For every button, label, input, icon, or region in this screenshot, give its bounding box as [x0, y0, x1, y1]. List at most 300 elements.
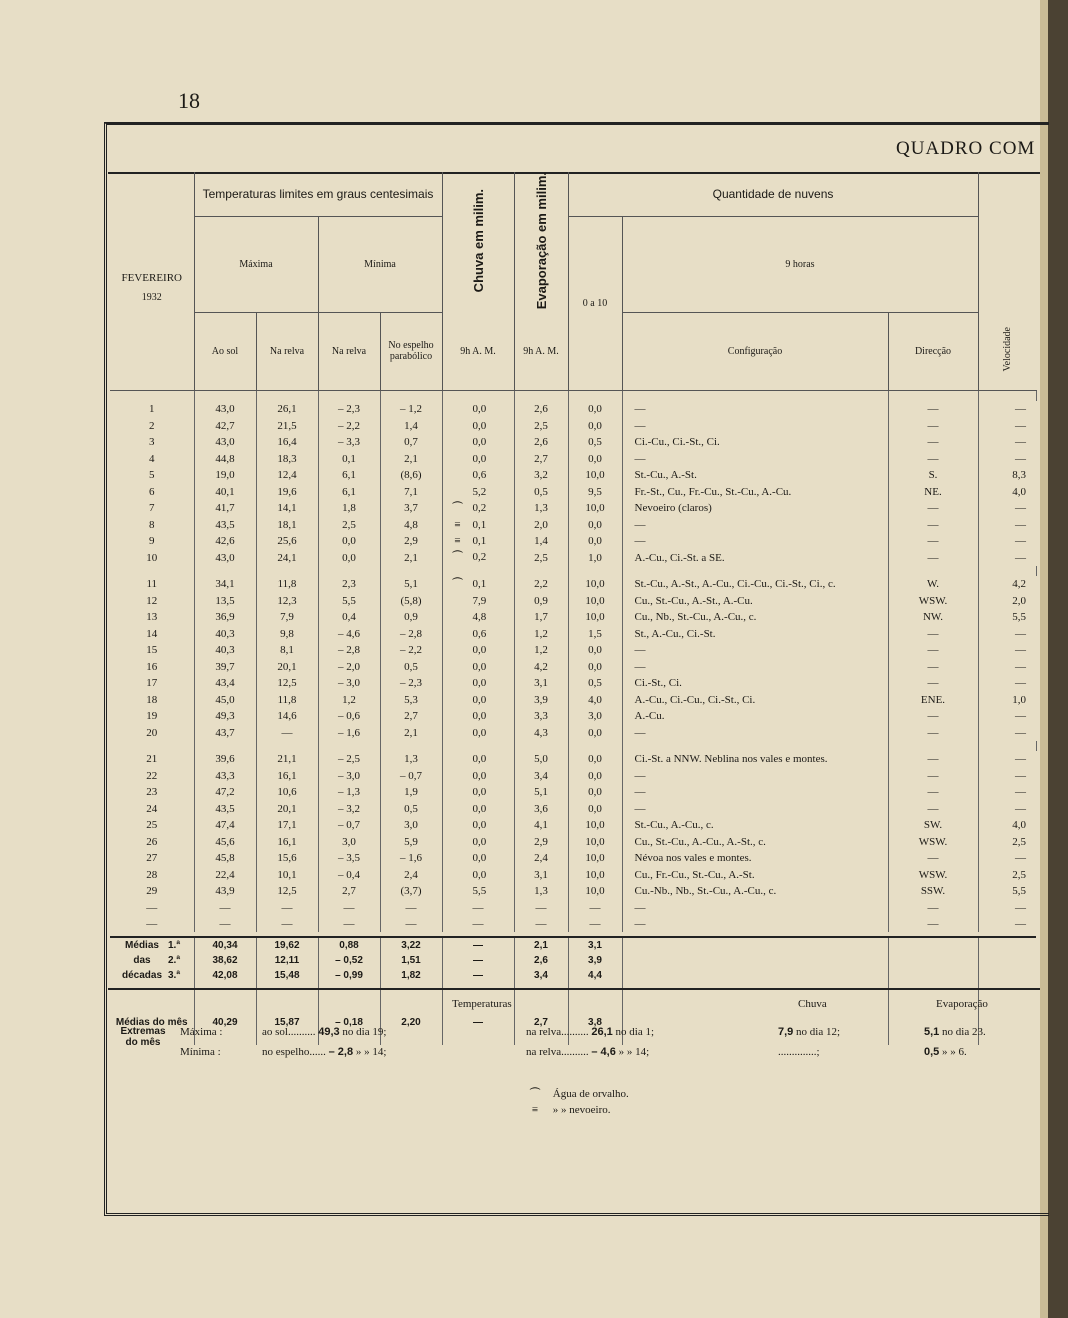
min-espelho-cell: 2,9	[380, 533, 442, 550]
config-cell: A.-Cu.	[622, 708, 888, 725]
chuva-cell	[442, 625, 514, 642]
max-relva: na relva.......... 26,1 no dia 1;	[526, 1026, 655, 1038]
chuva-value: 0,2	[472, 551, 487, 564]
max-sol: ao sol.......... 49,3 no dia 19;	[262, 1026, 387, 1038]
velocidade-cell: —	[1015, 627, 1026, 640]
day-cell: 23	[110, 784, 194, 801]
max-relva-cell: 18,3	[256, 450, 318, 467]
nuvens-cell: 9,5	[568, 483, 622, 500]
nuvens-cell: 0,0	[568, 533, 622, 550]
config-cell: Ci.-Cu., Ci.-St., Ci.	[622, 434, 888, 451]
direccao-cell: —	[888, 642, 978, 659]
chuva-cell	[442, 691, 514, 708]
velocidade-cell: —	[1015, 901, 1026, 914]
min-relva-cell: – 0,4	[318, 866, 380, 883]
table-row	[110, 883, 1036, 900]
avg-s-cell: 42,08	[194, 968, 256, 983]
chuva-cell	[442, 800, 514, 817]
month-c-cell: —	[442, 1015, 514, 1030]
direccao-cell: —	[888, 549, 978, 566]
velocidade-cell: —	[1015, 852, 1026, 865]
table-row	[110, 533, 1036, 550]
legend-orvalho: ⏜ Água de orvalho.	[520, 1088, 629, 1101]
chuva-cell	[442, 724, 514, 741]
chuva-value: 0,0	[472, 852, 487, 865]
direccao-cell: ENE.	[888, 691, 978, 708]
velocidade-cell: —	[1015, 551, 1026, 564]
evap-cell: 2,5	[514, 549, 568, 566]
velocidade-cell: —	[1015, 726, 1026, 739]
max-sol-cell: 47,2	[194, 784, 256, 801]
min-chuva: ..............;	[778, 1046, 820, 1058]
day-cell: 10	[110, 549, 194, 566]
avg-c-cell: —	[442, 937, 514, 953]
config-cell: —	[622, 658, 888, 675]
nuvens-cell: 0,0	[568, 450, 622, 467]
nuvens-cell: 0,0	[568, 658, 622, 675]
min-relva-cell: 0,1	[318, 450, 380, 467]
max-relva-cell: 25,6	[256, 533, 318, 550]
chuva-value: 0,0	[472, 693, 487, 706]
evap-cell: 3,3	[514, 708, 568, 725]
evap-cell: 5,1	[514, 784, 568, 801]
chuva-value: 0,0	[472, 786, 487, 799]
evap-cell: 2,6	[514, 434, 568, 451]
max-relva-cell: 15,6	[256, 850, 318, 867]
chuva-value: 0,0	[472, 819, 487, 832]
min-espelho-cell: 0,9	[380, 609, 442, 626]
evap-cell: 3,6	[514, 800, 568, 817]
direccao-cell: —	[888, 401, 978, 418]
day-cell: —	[110, 916, 194, 933]
max-relva-cell: 8,1	[256, 642, 318, 659]
month-r-cell: 15,87	[256, 1015, 318, 1030]
day-cell: 3	[110, 434, 194, 451]
config-cell: —	[622, 724, 888, 741]
velocidade-cell: 4,0	[1012, 819, 1026, 832]
evap-cell: —	[514, 916, 568, 933]
config-cell: Fr.-St., Cu., Fr.-Cu., St.-Cu., A.-Cu.	[622, 483, 888, 500]
chuva-time: 9h A. M.	[442, 312, 514, 390]
min-espelho-cell: 2,1	[380, 724, 442, 741]
table-row	[110, 817, 1036, 834]
day-cell: 9	[110, 533, 194, 550]
min-relva-cell: – 3,0	[318, 767, 380, 784]
min-relva-cell: 0,4	[318, 609, 380, 626]
min-relva-cell: – 3,3	[318, 434, 380, 451]
ext-chuva-header: Chuva	[798, 998, 827, 1010]
nuvens-cell: 0,0	[568, 751, 622, 768]
chuva-value: 0,0	[472, 660, 487, 673]
day-cell: 19	[110, 708, 194, 725]
chuva-value: 0,0	[472, 868, 487, 881]
min-espelho-cell: 2,1	[380, 549, 442, 566]
weather-symbol-icon: ⏜	[452, 551, 463, 564]
table-row	[110, 450, 1036, 467]
day-cell: 22	[110, 767, 194, 784]
direccao-cell: —	[888, 434, 978, 451]
avg-me-cell: 3,22	[380, 937, 442, 953]
min-espelho-cell: 2,4	[380, 866, 442, 883]
nuvens-cell: 0,0	[568, 642, 622, 659]
month-header: FEVEREIRO 1932	[110, 172, 194, 390]
min-espelho-cell: – 0,7	[380, 767, 442, 784]
chuva-value: 0,6	[472, 627, 487, 640]
velocidade-cell: —	[1015, 710, 1026, 723]
page-number: 18	[178, 88, 200, 113]
min-espelho-cell: —	[380, 916, 442, 933]
table-row	[110, 691, 1036, 708]
evap-cell: 1,3	[514, 883, 568, 900]
direccao-cell: —	[888, 625, 978, 642]
max-sol-cell: 43,5	[194, 516, 256, 533]
month-n-cell: 3,8	[568, 1015, 622, 1030]
chuva-value: —	[472, 901, 484, 914]
day-cell: 17	[110, 675, 194, 692]
evap-cell: 3,1	[514, 675, 568, 692]
chuva-cell	[442, 642, 514, 659]
direccao-header: Direcção	[888, 312, 978, 390]
max-relva-cell: 20,1	[256, 800, 318, 817]
max-relva-cell: 17,1	[256, 817, 318, 834]
chuva-value: 0,0	[472, 677, 487, 690]
min-relva-cell: 1,8	[318, 500, 380, 517]
direccao-cell: —	[888, 533, 978, 550]
min-relva-cell: 5,5	[318, 592, 380, 609]
max-relva-cell: 12,5	[256, 883, 318, 900]
nuvens-cell: 10,0	[568, 500, 622, 517]
chuva-value: 0,0	[472, 802, 487, 815]
temp-group-header: Temperaturas limites em graus centesimais	[194, 172, 442, 216]
min-relva-cell: 1,2	[318, 691, 380, 708]
avg-me-cell: 1,82	[380, 968, 442, 983]
evap-cell: —	[514, 899, 568, 916]
day-cell: 5	[110, 467, 194, 484]
avg-e-cell: 2,1	[514, 937, 568, 953]
ext-temp-header: Temperaturas	[452, 998, 512, 1010]
table-row	[110, 642, 1036, 659]
max-header: Máxima	[194, 216, 318, 312]
day-cell: 15	[110, 642, 194, 659]
min-evap: 0,5 » » 6.	[924, 1046, 967, 1058]
nuvens-cell: 0,0	[568, 767, 622, 784]
max-sol-cell: 49,3	[194, 708, 256, 725]
min-espelho-cell: 5,9	[380, 833, 442, 850]
max-sol-cell: 41,7	[194, 500, 256, 517]
min-relva-cell: —	[318, 916, 380, 933]
table-row	[110, 500, 1036, 517]
table-row	[110, 708, 1036, 725]
velocidade-cell: 5,5	[1012, 611, 1026, 624]
min-espelho-cell: 3,7	[380, 500, 442, 517]
chuva-value: 0,1	[472, 518, 487, 531]
max-relva-cell: 12,4	[256, 467, 318, 484]
table-row	[110, 833, 1036, 850]
max-relva-cell: 14,6	[256, 708, 318, 725]
nuvens-cell: 10,0	[568, 592, 622, 609]
min-espelho-cell: – 2,8	[380, 625, 442, 642]
config-cell: St.-Cu., A.-St.	[622, 467, 888, 484]
config-cell: Cu., St.-Cu., A.-St., A.-Cu.	[622, 592, 888, 609]
direccao-cell: —	[888, 751, 978, 768]
direccao-cell: NW.	[888, 609, 978, 626]
min-relva-cell: 0,0	[318, 549, 380, 566]
direccao-cell: —	[888, 675, 978, 692]
day-cell: 28	[110, 866, 194, 883]
table-row	[110, 592, 1036, 609]
max-relva-cell: —	[256, 916, 318, 933]
day-cell: 7	[110, 500, 194, 517]
nuvens-cell: 4,0	[568, 691, 622, 708]
velocidade-cell: —	[1015, 518, 1026, 531]
velocidade-cell: 4,2	[1012, 578, 1026, 591]
table-row	[110, 899, 1036, 916]
evap-header: Evaporação em milim.	[514, 172, 568, 312]
direccao-cell: WSW.	[888, 866, 978, 883]
chuva-cell	[442, 467, 514, 484]
min-espelho-cell: (5,8)	[380, 592, 442, 609]
min-relva-cell: – 1,6	[318, 724, 380, 741]
min-espelho-cell: 0,7	[380, 434, 442, 451]
max-relva-cell: 16,4	[256, 434, 318, 451]
nuvens-cell: 10,0	[568, 467, 622, 484]
avg-n-cell: 4,4	[568, 968, 622, 983]
table-row	[110, 609, 1036, 626]
chuva-cell	[442, 899, 514, 916]
velocidade-cell: —	[1015, 918, 1026, 931]
chuva-cell	[442, 576, 514, 593]
max-relva-cell: —	[256, 724, 318, 741]
max-relva-cell: 14,1	[256, 500, 318, 517]
evap-cell: 4,3	[514, 724, 568, 741]
velocidade-cell: 2,5	[1012, 868, 1026, 881]
config-cell: Ci.-St. a NNW. Neblina nos vales e montes.	[622, 751, 888, 768]
chuva-cell	[442, 708, 514, 725]
extremes-top-rule	[108, 988, 1040, 990]
min-relva-cell: – 2,5	[318, 751, 380, 768]
nuvens-cell: 10,0	[568, 850, 622, 867]
max-sol-cell: 45,8	[194, 850, 256, 867]
day-cell: 24	[110, 800, 194, 817]
evap-cell: 2,0	[514, 516, 568, 533]
direccao-cell: —	[888, 500, 978, 517]
velocidade-cell: —	[1015, 535, 1026, 548]
table-row	[110, 576, 1036, 593]
nuvens-cell: 10,0	[568, 883, 622, 900]
day-cell: 25	[110, 817, 194, 834]
config-cell: —	[622, 417, 888, 434]
min-espelho-cell: 4,8	[380, 516, 442, 533]
max-relva-cell: 18,1	[256, 516, 318, 533]
chuva-value: 5,5	[472, 885, 487, 898]
chuva-value: 0,0	[472, 452, 487, 465]
table-row	[110, 751, 1036, 768]
min-relva-cell: – 1,3	[318, 784, 380, 801]
max-label: Máxima :	[180, 1026, 223, 1038]
row-gap	[110, 390, 1036, 401]
config-cell: —	[622, 767, 888, 784]
min-espelho-cell: 1,9	[380, 784, 442, 801]
horas-header: 9 horas	[622, 216, 978, 312]
max-relva-cell: 20,1	[256, 658, 318, 675]
config-cell: Névoa nos vales e montes.	[622, 850, 888, 867]
min-espelho-cell: —	[380, 899, 442, 916]
evap-cell: 4,2	[514, 658, 568, 675]
config-cell: —	[622, 916, 888, 933]
nuvens-cell: 10,0	[568, 866, 622, 883]
max-sol-cell: 36,9	[194, 609, 256, 626]
min-relva-cell: – 2,8	[318, 642, 380, 659]
max-sol-cell: 43,3	[194, 767, 256, 784]
chuva-cell	[442, 833, 514, 850]
chuva-cell	[442, 516, 514, 533]
chuva-value: 0,0	[472, 403, 487, 416]
nuvens-cell: 0,0	[568, 724, 622, 741]
day-cell: 14	[110, 625, 194, 642]
max-sol-cell: 43,0	[194, 434, 256, 451]
max-sol-cell: 43,4	[194, 675, 256, 692]
max-relva-cell: 12,3	[256, 592, 318, 609]
table-row	[110, 434, 1036, 451]
min-espelho-cell: (3,7)	[380, 883, 442, 900]
table-row	[110, 549, 1036, 566]
evap-cell: 0,5	[514, 483, 568, 500]
chuva-cell	[442, 866, 514, 883]
table-row	[110, 467, 1036, 484]
velocidade-cell: —	[1015, 802, 1026, 815]
table-row	[110, 516, 1036, 533]
chuva-value: 0,0	[472, 419, 487, 432]
chuva-cell	[442, 592, 514, 609]
table-row	[110, 658, 1036, 675]
direccao-cell: NE.	[888, 483, 978, 500]
config-cell: Nevoeiro (claros)	[622, 500, 888, 517]
row-gap	[110, 566, 1036, 576]
min-relva-cell: – 4,6	[318, 625, 380, 642]
velocidade-cell: —	[1015, 452, 1026, 465]
day-cell: 1	[110, 401, 194, 418]
fog-icon: ≡	[531, 1104, 539, 1116]
evap-cell: 2,4	[514, 850, 568, 867]
chuva-value: 0,0	[472, 769, 487, 782]
max-relva-cell: —	[256, 899, 318, 916]
nuvens-cell: 0,5	[568, 434, 622, 451]
min-espelho-cell: 1,3	[380, 751, 442, 768]
direccao-cell: —	[888, 767, 978, 784]
avg-e-cell: 3,4	[514, 968, 568, 983]
min-espelho-cell: 2,7	[380, 708, 442, 725]
evap-cell: 2,5	[514, 417, 568, 434]
avg-c-cell: —	[442, 968, 514, 983]
dew-icon: ⏜	[529, 1088, 541, 1100]
config-cell: A.-Cu., Ci.-St. a SE.	[622, 549, 888, 566]
direccao-cell: —	[888, 916, 978, 933]
decade-average-row	[110, 968, 1036, 983]
nuvens-cell: 10,0	[568, 833, 622, 850]
min-relva-cell: 3,0	[318, 833, 380, 850]
evap-cell: 4,1	[514, 817, 568, 834]
max-relva-cell: 10,1	[256, 866, 318, 883]
min-espelho: no espelho...... – 2,8 » » 14;	[262, 1046, 387, 1058]
direccao-cell: WSW.	[888, 833, 978, 850]
max-evap: 5,1 no dia 23.	[924, 1026, 986, 1038]
min-espelho-cell: 0,5	[380, 800, 442, 817]
evap-cell: 1,4	[514, 533, 568, 550]
max-sol-cell: 22,4	[194, 866, 256, 883]
espelho-header: No espelho parabólico	[380, 312, 442, 390]
table-row	[110, 401, 1036, 418]
chuva-cell	[442, 533, 514, 550]
chuva-value: 0,6	[472, 469, 487, 482]
evap-cell: 2,9	[514, 833, 568, 850]
book-spine	[1048, 0, 1068, 1318]
nuvens-header: Quantidade de nuvens	[568, 172, 978, 216]
chuva-value: 0,1	[472, 577, 487, 590]
evap-cell: 3,9	[514, 691, 568, 708]
climate-table	[110, 172, 1037, 1045]
min-relva-cell: 2,3	[318, 576, 380, 593]
avg-c-cell: —	[442, 953, 514, 968]
min-relva-cell: – 3,2	[318, 800, 380, 817]
chuva-cell	[442, 401, 514, 418]
chuva-cell	[442, 767, 514, 784]
avg-mr-cell: – 0,99	[318, 968, 380, 983]
min-espelho-cell: (8,6)	[380, 467, 442, 484]
table-title: QUADRO COM	[896, 138, 1036, 159]
day-cell: 20	[110, 724, 194, 741]
config-header: Configuração	[622, 312, 888, 390]
min-espelho-cell: 2,1	[380, 450, 442, 467]
avg-s-cell: 38,62	[194, 953, 256, 968]
day-cell: 6	[110, 483, 194, 500]
max-relva-cell: 11,8	[256, 576, 318, 593]
velocidade-cell: 5,5	[1012, 885, 1026, 898]
min-espelho-cell: 7,1	[380, 483, 442, 500]
direccao-cell: —	[888, 658, 978, 675]
direccao-cell: —	[888, 708, 978, 725]
max-sol-cell: 43,0	[194, 401, 256, 418]
max-relva-cell: 16,1	[256, 833, 318, 850]
max-sol-cell: 40,3	[194, 642, 256, 659]
config-cell: Cu., Nb., St.-Cu., A.-Cu., c.	[622, 609, 888, 626]
na-relva-header: Na relva	[256, 312, 318, 390]
max-relva-cell: 9,8	[256, 625, 318, 642]
min-espelho-cell: 0,5	[380, 658, 442, 675]
chuva-value: 0,0	[472, 753, 487, 766]
min-relva-cell: – 2,2	[318, 417, 380, 434]
chuva-cell	[442, 434, 514, 451]
config-cell: Cu., St.-Cu., A.-Cu., A.-St., c.	[622, 833, 888, 850]
day-cell: 13	[110, 609, 194, 626]
config-cell: Cu.-Nb., Nb., St.-Cu., A.-Cu., c.	[622, 883, 888, 900]
direccao-cell: W.	[888, 576, 978, 593]
row-gap	[110, 741, 1036, 751]
avg-n-cell: 3,9	[568, 953, 622, 968]
direccao-cell: —	[888, 417, 978, 434]
direccao-cell: —	[888, 800, 978, 817]
nuvens-cell: 10,0	[568, 609, 622, 626]
chuva-cell	[442, 850, 514, 867]
max-sol-cell: 40,1	[194, 483, 256, 500]
max-sol-cell: 43,5	[194, 800, 256, 817]
min-relva-cell: 0,0	[318, 533, 380, 550]
year: 1932	[141, 292, 162, 304]
decade-label: décadas 3.ª	[110, 968, 194, 983]
max-sol-cell: 43,7	[194, 724, 256, 741]
scale-header: 0 a 10	[568, 216, 622, 390]
chuva-value: 0,0	[472, 710, 487, 723]
evap-cell: 0,9	[514, 592, 568, 609]
